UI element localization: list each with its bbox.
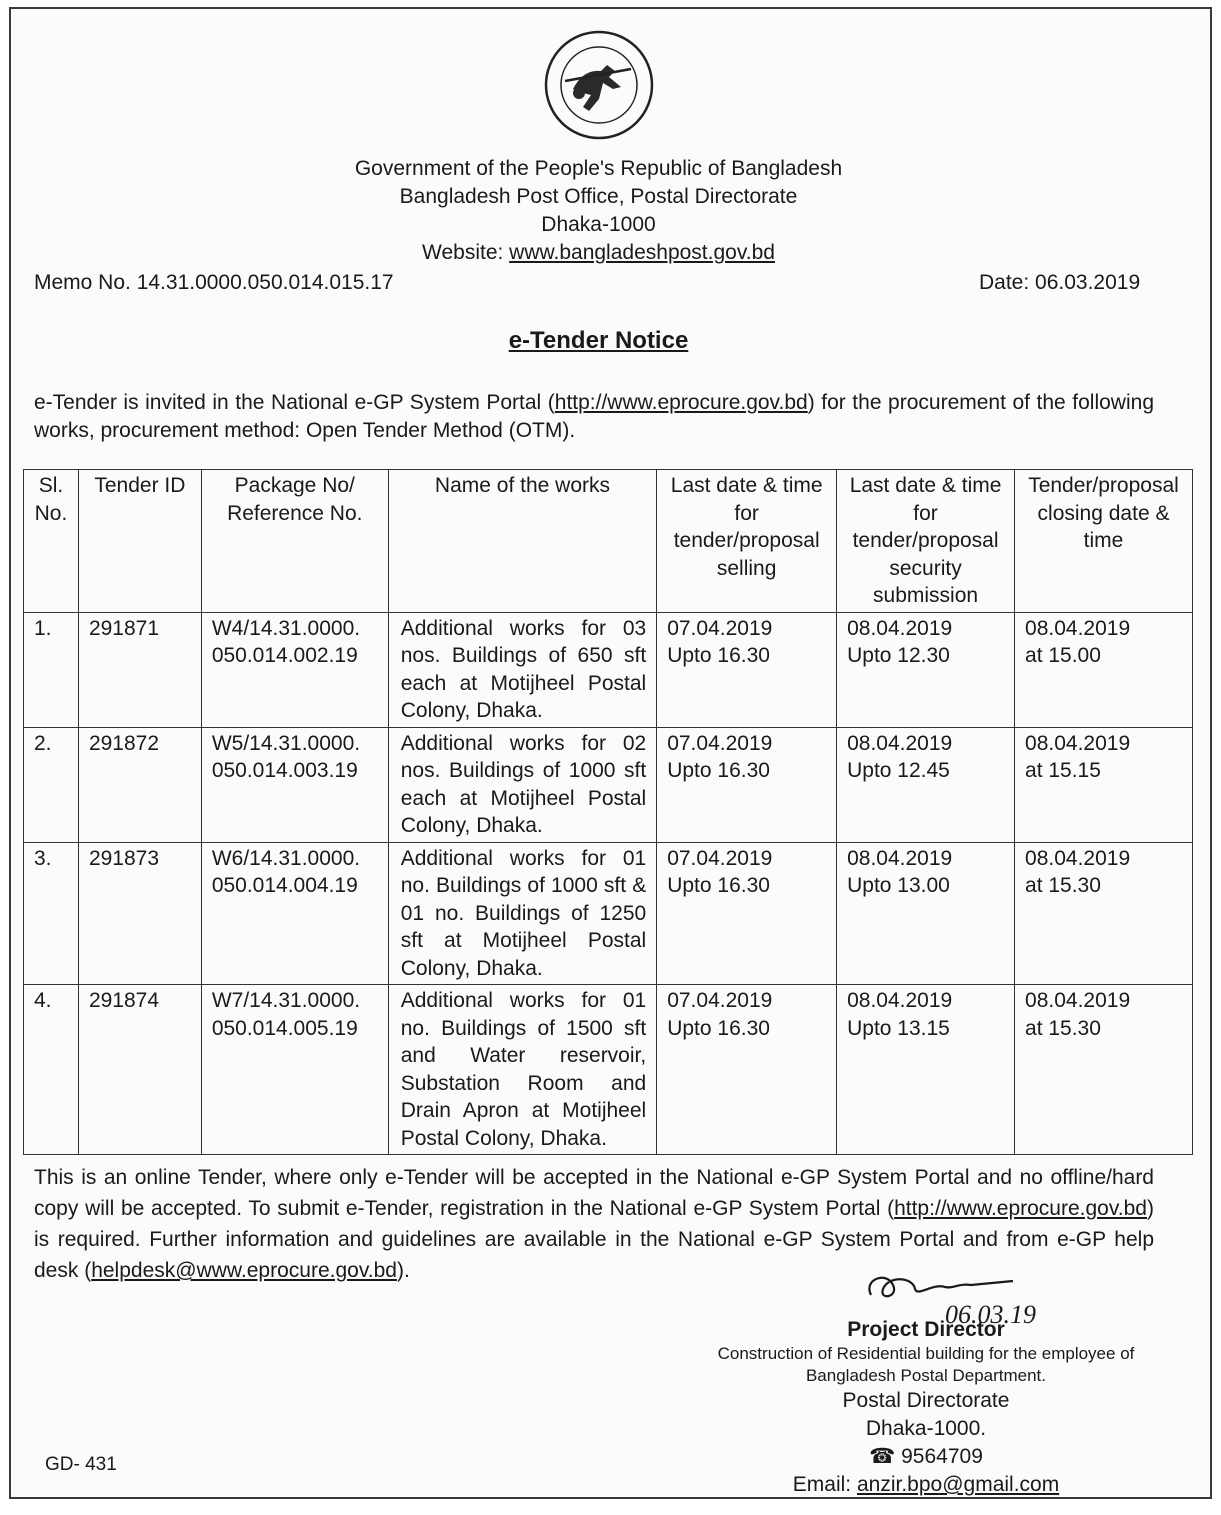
time-value: Upto 16.30	[667, 874, 770, 897]
package-line: W4/14.31.0000.	[211, 616, 361, 640]
cell-sl: 2.	[24, 727, 79, 842]
date-value: 08.04.2019	[847, 616, 953, 640]
helpdesk-link[interactable]: helpdesk@www.eprocure.gov.bd	[91, 1259, 397, 1282]
signer-office: Postal Directorate	[842, 1389, 1010, 1412]
date-value: 08.04.2019	[1025, 616, 1131, 640]
telephone-icon: ☎	[869, 1445, 896, 1468]
phone-number: 9564709	[901, 1445, 983, 1468]
date-value: 07.04.2019	[667, 989, 773, 1012]
header-tender-id: Tender ID	[78, 470, 201, 613]
cell-works: Additional works for 01 no. Buildings of 1000 sft & 01 no. Buildings of 1250 sft at Motijheel Postal Colony, Dhaka.	[388, 842, 656, 985]
time-value: Upto 16.30	[667, 759, 770, 782]
package-line: 050.014.005.19	[211, 1016, 358, 1040]
time-value: Upto 12.45	[847, 759, 950, 782]
signer-desc-2: Bangladesh Postal Department.	[805, 1366, 1047, 1385]
email-link[interactable]: anzir.bpo@gmail.com	[856, 1473, 1060, 1496]
cell-tender-id: 291874	[78, 985, 201, 1155]
time-value: Upto 12.30	[847, 644, 950, 667]
time-value: at 15.30	[1025, 874, 1101, 897]
cell-security	[837, 612, 1015, 727]
time-value: Upto 13.00	[847, 874, 950, 897]
cell-closing	[1015, 727, 1193, 842]
cell-closing	[1015, 985, 1193, 1155]
eprocure-link-footer[interactable]: http://www.eprocure.gov.bd	[894, 1197, 1147, 1220]
date-value: 07.04.2019	[667, 731, 773, 755]
date-value: 08.04.2019	[1025, 731, 1131, 755]
signer-block	[711, 1317, 1141, 1499]
cell-package	[201, 612, 388, 727]
cell-sl: 4.	[24, 985, 79, 1155]
table-row	[24, 612, 1193, 727]
signer-city: Dhaka-1000.	[865, 1417, 987, 1440]
header-security-date: Last date & time for tender/proposal security submission	[837, 470, 1015, 613]
table-row	[24, 842, 1193, 985]
cell-works: Additional works for 02 nos. Buildings of 1000 sft each at Motijheel Postal Colony, Dhaka.	[388, 727, 656, 842]
cell-tender-id: 291873	[78, 842, 201, 985]
date-value: 08.04.2019	[847, 989, 953, 1012]
intro-paragraph	[34, 389, 1154, 445]
cell-package	[201, 842, 388, 985]
website-link[interactable]: www.bangladeshpost.gov.bd	[509, 241, 775, 264]
cell-package	[201, 727, 388, 842]
package-line: W6/14.31.0000.	[211, 846, 361, 870]
tender-table	[23, 469, 1193, 1155]
cell-package	[201, 985, 388, 1155]
cell-closing	[1015, 842, 1193, 985]
cell-selling	[657, 842, 837, 985]
header-post-office: Bangladesh Post Office, Postal Directorate	[399, 185, 798, 208]
table-header-row	[24, 470, 1193, 613]
date-value: 08.04.2019	[1025, 989, 1131, 1012]
signer-email	[711, 1471, 1141, 1499]
package-line: 050.014.004.19	[211, 874, 358, 897]
signer-phone	[711, 1443, 1141, 1471]
header-selling-date: Last date & time for tender/proposal selling	[657, 470, 837, 613]
time-value: Upto 16.30	[667, 644, 770, 667]
header-name-of-works: Name of the works	[388, 470, 656, 613]
cell-selling	[657, 727, 837, 842]
cell-tender-id: 291871	[78, 612, 201, 727]
intro-text-before: e-Tender is invited in the National e-GP System Portal (	[34, 391, 555, 414]
cell-works: Additional works for 01 no. Buildings of 1500 sft and Water reservoir, Substation Room and Drain Apron at Motijheel Postal Colony, Dhaka.	[388, 985, 656, 1155]
intro-text-after: ) for the procurement of the following works, procurement method: Open Tender Method (OTM).	[34, 391, 1154, 442]
cell-security	[837, 985, 1015, 1155]
bangladesh-post-emblem-icon	[543, 29, 655, 141]
footer-text-3: ).	[396, 1259, 410, 1282]
table-row	[24, 985, 1193, 1155]
cell-sl: 3.	[24, 842, 79, 985]
handwritten-date: 06.03.19	[945, 1300, 1036, 1329]
footer-text-1: This is an online Tender, where only e-Tender will be accepted in the National e-GP System Portal and no offline/hard copy will be accepted. To submit e-Tender, registration in the National e-GP System Portal (	[34, 1166, 1154, 1220]
date-value: 07.04.2019	[667, 846, 773, 870]
date-value: 08.04.2019	[847, 846, 953, 870]
cell-selling	[657, 985, 837, 1155]
package-line: W5/14.31.0000.	[211, 731, 361, 755]
cell-security	[837, 842, 1015, 985]
header-city: Dhaka-1000	[541, 213, 656, 236]
cell-sl: 1.	[24, 612, 79, 727]
time-value: at 15.00	[1025, 644, 1101, 667]
email-label: Email:	[792, 1473, 857, 1496]
cell-security	[837, 727, 1015, 842]
notice-title: e-Tender Notice	[508, 327, 689, 354]
time-value: at 15.30	[1025, 1016, 1101, 1040]
date-value: 07.04.2019	[667, 616, 773, 640]
date-value: 08.04.2019	[1025, 846, 1131, 870]
time-value: Upto 16.30	[667, 1016, 770, 1040]
package-line: W7/14.31.0000.	[211, 989, 361, 1012]
time-value: Upto 13.15	[847, 1016, 950, 1040]
footer-text-2: ) is required. Further information and guidelines are available in the National e-GP System Portal and from e-GP help desk (	[34, 1197, 1154, 1282]
notice-date: Date: 06.03.2019	[979, 271, 1141, 294]
package-line: 050.014.002.19	[211, 644, 358, 667]
signer-title: Project Director	[847, 1318, 1005, 1341]
eprocure-link[interactable]: http://www.eprocure.gov.bd	[554, 391, 808, 414]
signer-desc-1: Construction of Residential building for the employee of	[717, 1344, 1135, 1363]
cell-selling	[657, 612, 837, 727]
header-package-no: Package No/ Reference No.	[201, 470, 388, 613]
header-closing-date: Tender/proposal closing date & time	[1015, 470, 1193, 613]
cell-tender-id: 291872	[78, 727, 201, 842]
notice-page	[9, 7, 1212, 1499]
cell-closing	[1015, 612, 1193, 727]
time-value: at 15.15	[1025, 759, 1101, 782]
header-website	[11, 239, 1186, 266]
date-value: 08.04.2019	[847, 731, 953, 755]
header-government: Government of the People's Republic of Bangladesh	[354, 157, 843, 180]
package-line: 050.014.003.19	[211, 759, 358, 782]
website-label: Website:	[422, 241, 510, 264]
memo-number: Memo No. 14.31.0000.050.014.015.17	[34, 271, 394, 294]
table-row	[24, 727, 1193, 842]
gd-number: GD- 431	[45, 1454, 117, 1475]
cell-works: Additional works for 03 nos. Buildings of 650 sft each at Motijheel Postal Colony, Dhaka.	[388, 612, 656, 727]
header-sl-no: Sl. No.	[24, 470, 79, 613]
